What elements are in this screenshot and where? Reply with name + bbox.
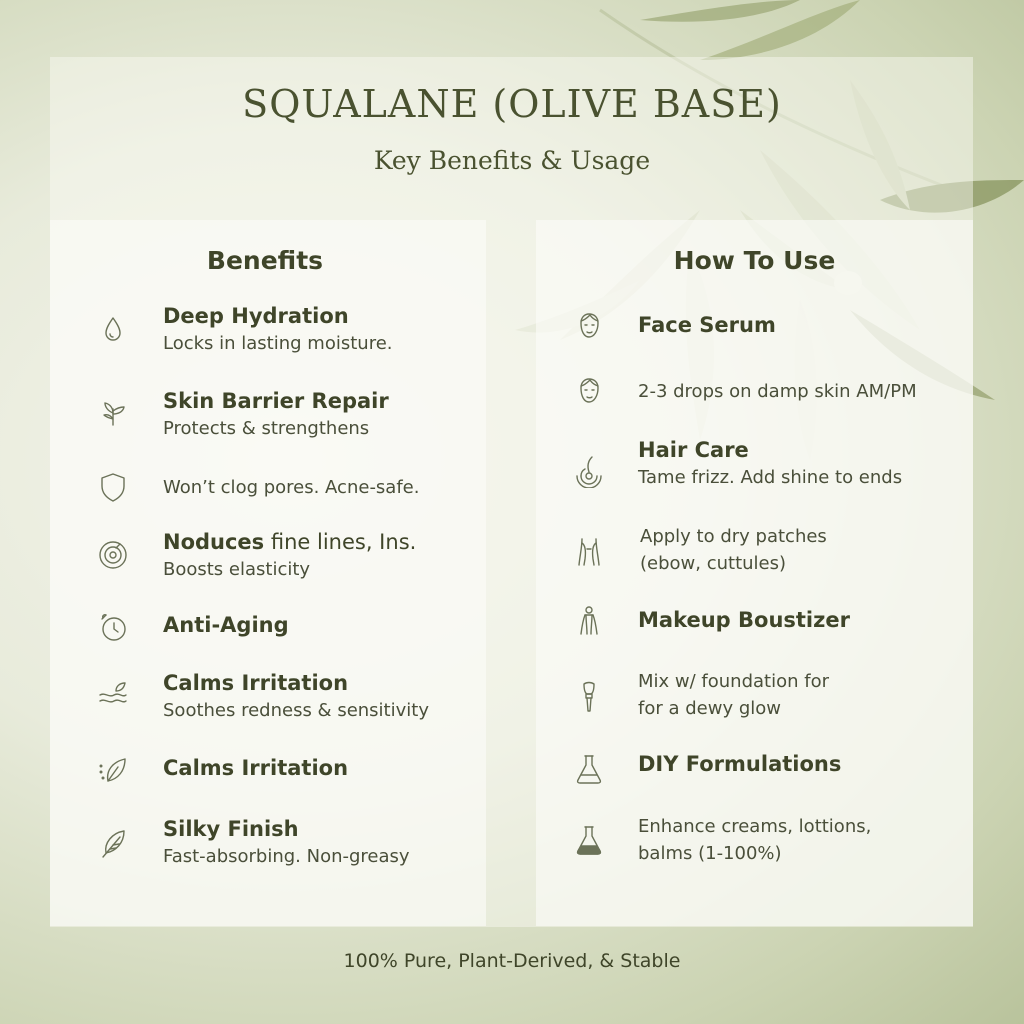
benefit-desc: Won’t clog pores. Acne-safe. — [163, 477, 420, 498]
benefit-desc: Locks in lasting moisture. — [163, 333, 393, 354]
usage-title: Face Serum — [638, 313, 776, 337]
hair-swirl-icon — [572, 454, 606, 488]
benefit-desc: Protects & strengthens — [163, 418, 370, 439]
leaf-icon — [96, 753, 130, 787]
benefit-title: Skin Barrier Repair — [163, 389, 389, 413]
benefit-title: Calms Irritation — [163, 671, 349, 695]
benefit-title: Anti-Aging — [163, 613, 289, 637]
usage-desc-line2: (ebow, cuttules) — [640, 553, 787, 574]
benefit-title: Silky Finish — [163, 817, 299, 841]
face-icon — [572, 309, 606, 343]
usage-desc: Tame frizz. Add shine to ends — [638, 467, 903, 488]
benefit-desc: Boosts elasticity — [163, 559, 311, 580]
benefit-title-rest: fine lines, Ins. — [264, 530, 417, 554]
makeup-brush-icon — [572, 680, 606, 714]
target-circle-icon — [96, 538, 130, 572]
calm-waves-leaf-icon — [96, 677, 130, 711]
usage-title: Makeup Boustizer — [638, 608, 850, 632]
usage-desc: 2-3 drops on damp skin AM/PM — [638, 381, 917, 402]
benefit-title: Calms Irritation — [163, 756, 349, 780]
benefit-desc: Soothes redness & sensitivity — [163, 700, 429, 721]
benefit-title-bold: Noduces — [163, 530, 265, 554]
water-drop-icon — [96, 312, 130, 346]
usage-desc-line2: for a dewy glow — [638, 698, 781, 719]
usage-desc-line2: balms (1-100%) — [638, 843, 782, 864]
feather-icon — [96, 827, 130, 861]
benefit-desc: Fast-absorbing. Non-greasy — [163, 846, 410, 867]
page-title: SQUALANE (OLIVE BASE) — [242, 82, 782, 126]
usage-desc: Mix w/ foundation for — [638, 671, 829, 692]
page-subtitle: Key Benefits & Usage — [373, 146, 651, 175]
benefit-title: Deep Hydration — [163, 304, 349, 328]
flask-icon — [572, 752, 606, 786]
usage-title: Hair Care — [638, 438, 749, 462]
how-to-use-panel — [536, 220, 973, 926]
usage-desc: Enhance creams, lottions, — [638, 816, 872, 837]
benefits-heading: Benefits — [206, 246, 324, 275]
alarm-clock-icon — [96, 610, 130, 644]
body-figure-icon — [572, 604, 606, 638]
shield-icon — [96, 470, 130, 504]
sprout-icon — [96, 395, 130, 429]
footer-tagline: 100% Pure, Plant-Derived, & Stable — [343, 950, 681, 972]
how-to-use-heading: How To Use — [673, 246, 836, 275]
benefits-panel — [50, 220, 486, 926]
usage-title: DIY Formulations — [638, 752, 842, 776]
face-icon — [572, 374, 606, 408]
flask-filled-icon — [572, 823, 606, 857]
body-torso-icon — [572, 535, 606, 569]
usage-desc: Apply to dry patches — [640, 526, 827, 547]
benefit-title — [163, 528, 416, 556]
